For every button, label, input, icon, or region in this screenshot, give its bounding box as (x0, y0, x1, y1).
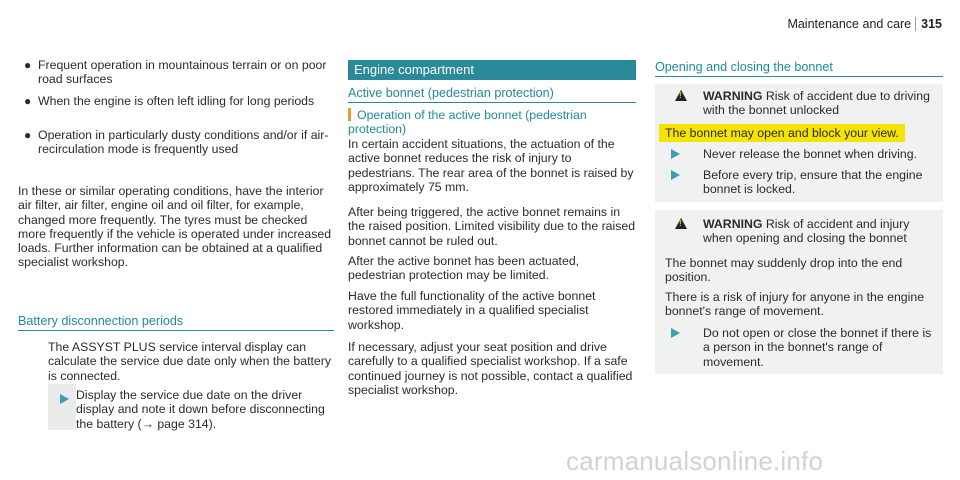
instruction-arrow-icon (671, 149, 680, 159)
warning-title: WARNING Risk of accident due to driving with the bonnet unlocked (703, 89, 930, 118)
sub-heading: Operation of the active bonnet (pedestrian protection) (348, 108, 587, 137)
section-title-bar: Engine compartment (348, 60, 636, 80)
warning-box-2 (655, 210, 943, 374)
paragraph: Have the full functionality of the active bonnet restored immediately in a qualified specialist workshop. (348, 289, 596, 332)
bullet-dot-icon: ● (24, 58, 32, 72)
bullet-text: When the engine is often left idling for long periods (38, 94, 315, 108)
bullet-dot-icon: ● (24, 94, 32, 108)
warning-text: There is a risk of injury for anyone in the engine bonnet's range of movement. (665, 290, 925, 319)
instruction-text: Before every trip, ensure that the engine bonnet is locked. (703, 168, 923, 197)
battery-heading: Battery disconnection periods (18, 314, 334, 331)
bullet-item (18, 128, 334, 157)
subheading-marker (348, 108, 351, 121)
instruction-arrow-icon (671, 170, 680, 180)
page-number: 315 (915, 17, 942, 31)
paragraph: After being triggered, the active bonnet remains in the raised position. Limited visibility due to the raised bonnet cannot be ruled out. (348, 205, 636, 248)
bullet-item (18, 94, 334, 108)
instruction-text: Display the service due date on the driver display and note it down before disconnecting the battery (→ page 314). (76, 388, 325, 431)
maintenance-paragraph: In these or similar operating conditions, have the interior air filter, air filter, engine oil and oil filter, for example, changed more frequently. The tyres must be checked more frequently if the vehicle is operated under increased loads. Further information can be obtained at a qualified specialist workshop. (18, 184, 332, 270)
warning-highlight: The bonnet may open and block your view. (659, 124, 905, 142)
battery-text: The ASSYST PLUS service interval display can calculate the service due date only when the battery is connected. (48, 340, 332, 383)
bullet-dot-icon: ● (24, 128, 32, 142)
paragraph: If necessary, adjust your seat position and drive carefully to a qualified specialist workshop. If a safe continued journey is not possible, contact a qualified specialist workshop. (348, 340, 633, 397)
battery-instruction (48, 384, 334, 430)
active-bonnet-heading: Active bonnet (pedestrian protection) (348, 86, 636, 103)
page-header (787, 17, 942, 31)
instruction-arrow-icon (60, 394, 69, 404)
watermark: carmanualsonline.info (566, 446, 824, 476)
bullet-text: Frequent operation in mountainous terrain or on poor road surfaces (38, 58, 327, 87)
instruction-text: Do not open or close the bonnet if there is a person in the bonnet's range of movement. (703, 326, 932, 369)
warning-text: The bonnet may suddenly drop into the end position. (665, 256, 903, 285)
bullet-item (18, 58, 334, 87)
warning-triangle-icon (675, 218, 687, 229)
paragraph: After the active bonnet has been actuated, pedestrian protection may be limited. (348, 254, 580, 283)
paragraph: In certain accident situations, the actuation of the active bonnet reduces the risk of injury to pedestrians. The rear area of the bonnet is raised by approximately 75 mm. (348, 137, 634, 194)
warning-triangle-icon (675, 90, 687, 101)
section-name: Maintenance and care (787, 17, 912, 31)
instruction-text: Never release the bonnet when driving. (703, 147, 917, 161)
instruction-arrow-icon (671, 328, 680, 338)
bonnet-heading: Opening and closing the bonnet (655, 60, 943, 77)
bullet-text: Operation in particularly dusty conditions and/or if air-recirculation mode is frequently used (38, 128, 329, 157)
warning-box-1 (655, 84, 943, 202)
warning-title: WARNING Risk of accident and injury when opening and closing the bonnet (703, 217, 910, 246)
